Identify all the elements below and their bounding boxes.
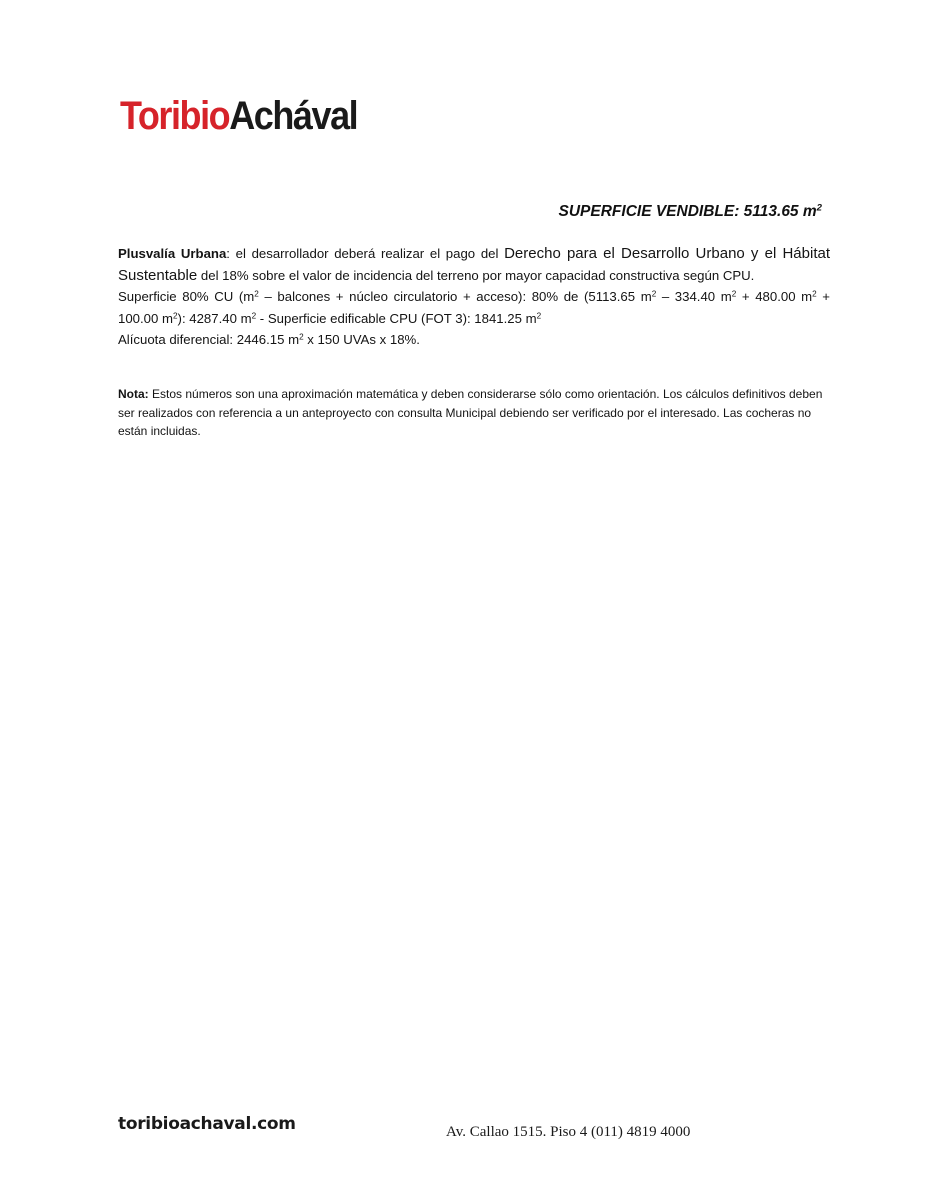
- alicuota-sup: 2: [299, 332, 304, 342]
- alicuota-paragraph: [118, 329, 830, 351]
- cu-text-b: – balcones + núcleo circulatorio + acceso): 80% de (5113.65 m: [258, 289, 652, 304]
- plusvalia-text-2: del 18% sobre el valor de incidencia del terreno por mayor capacidad constructiva según CPU.: [197, 267, 755, 283]
- cu-text-c: – 334.40 m: [656, 289, 732, 304]
- superficie-vendible-text: SUPERFICIE VENDIBLE: 5113.65 m: [558, 203, 817, 220]
- main-text-block: [118, 243, 830, 351]
- plusvalia-text-1: : el desarrollador deberá realizar el pago del: [226, 246, 505, 261]
- nota-paragraph: [118, 385, 830, 441]
- cu-sup: 2: [254, 289, 259, 299]
- cu-text-g: - Superficie edificable CPU (FOT 3): 1841.25 m: [256, 310, 537, 326]
- nota-text: Estos números son una aproximación matemática y deben considerarse sólo como orientación. Los cálculos definitivos deben ser realizados con referencia a un anteproyecto con consulta Municipal debiendo ser verificado por el interesado. Las cocheras no están incluidas.: [118, 387, 823, 438]
- cu-sup: 2: [536, 311, 542, 320]
- plusvalia-text-big: Derecho para el Desarrollo Urbano y el Hábitat Sustentable: [118, 245, 830, 284]
- cu-text-d: + 480.00 m: [736, 289, 813, 304]
- logo-part-achaval: Achával: [229, 94, 358, 138]
- plusvalia-label: Plusvalía Urbana: [118, 246, 227, 261]
- footer-website: toribioachaval.com: [118, 1114, 296, 1134]
- cu-sup: 2: [173, 311, 178, 320]
- nota-label: Nota:: [118, 387, 149, 401]
- footer-address: Av. Callao 1515. Piso 4 (011) 4819 4000: [446, 1124, 691, 1140]
- superficie-cu-paragraph: [118, 286, 830, 329]
- cu-text-f: ): 4287.40 m: [177, 310, 252, 326]
- alicuota-text-a: Alícuota diferencial: 2446.15 m: [118, 332, 300, 347]
- cu-sup: 2: [731, 289, 737, 299]
- cu-sup: 2: [251, 311, 257, 320]
- alicuota-text-b: x 150 UVAs x 18%.: [303, 332, 420, 347]
- cu-sup: 2: [651, 289, 657, 299]
- superficie-vendible-heading: [559, 203, 822, 221]
- superficie-vendible-sup: 2: [816, 202, 822, 214]
- cu-text-a: Superficie 80% CU (m: [118, 289, 255, 304]
- company-logo: [120, 96, 357, 136]
- logo-part-toribio: Toribio: [120, 94, 230, 138]
- cu-text-e: + 100.00 m: [118, 289, 831, 326]
- cu-sup: 2: [812, 289, 817, 299]
- plusvalia-paragraph: [118, 243, 830, 286]
